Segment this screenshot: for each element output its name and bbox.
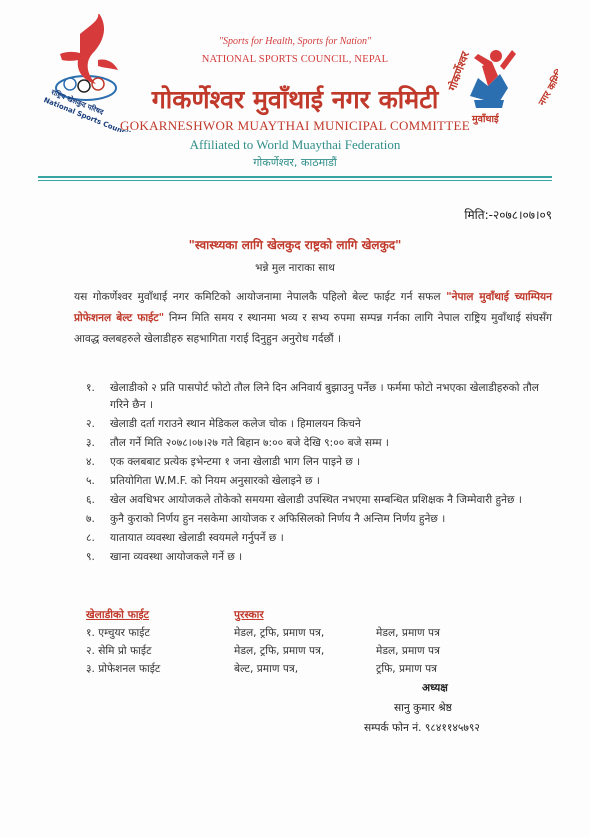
svg-text:नगर कमिटि: नगर कमिटि — [536, 67, 558, 108]
table-row — [86, 642, 556, 660]
winner-prize: मेडल, ट्रफि, प्रमाण पत्र, — [234, 645, 325, 657]
list-item — [86, 492, 556, 509]
document-date: मिति:-२०७८।०७।०९ — [464, 208, 552, 222]
winner-prize: मेडल, ट्रफि, प्रमाण पत्र, — [234, 627, 325, 639]
runner-up-prize: मेडल, प्रमाण पत्र — [376, 627, 440, 639]
signatory-name: सानु कुमार श्रेष्ठ — [394, 702, 452, 714]
svg-text:National Sports Council-Nepal: National Sports — [42, 96, 103, 127]
list-item — [86, 530, 556, 547]
list-item-number: ४. — [86, 456, 95, 468]
list-item-text: खेलाडीको २ प्रति पासपोर्ट फोटो तौल लिने दिन अनिवार्य बुझाउनु पर्नेछ । फर्ममा फोटो नभएका खेलाडीहरुको तौल गरिने छैन । — [110, 382, 539, 411]
list-item-text: खेलाडी दर्ता गराउने स्थान मेडिकल कलेज चोक । हिमालयन किचने — [110, 418, 361, 430]
list-item-text: प्रतियोगिता W.M.F. को नियम अनुसारको खेलाइने छ । — [110, 475, 320, 487]
committee-title-english: GOKARNESHWOR MUAYTHAI MUNICIPAL COMMITTEE — [120, 118, 470, 133]
body-paragraph — [74, 287, 552, 350]
paragraph-intro: यस गोकर्णेश्वर मुवाँथाई नगर कमिटिको आयोजनामा नेपालकै पहिलो बेल्ट फाईट गर्न सफल — [74, 291, 441, 303]
fight-category: १. एम्चुयर फाईट — [86, 627, 150, 639]
list-item-text: खाना व्यवस्था आयोजकले गर्ने छ । — [110, 551, 243, 563]
contact-phone: सम्पर्क फोन नं. ९८४११४५७९२ — [364, 722, 480, 734]
list-item — [86, 435, 556, 452]
table-row — [86, 660, 556, 678]
list-item-text: यातायात व्यवस्था खेलाडी स्वयमले गर्नुपर्ने छ । — [110, 532, 284, 544]
list-item — [86, 416, 556, 433]
runner-up-prize: मेडल, प्रमाण पत्र — [376, 645, 440, 657]
paragraph-request: निम्न मिति समय र स्थानमा भव्य र सभ्य रुपमा सम्पन्न गर्नका लागि नेपाल राष्ट्रिय मुवाँथाई संघसँग आवद्ध क्लबहरुले खेलाडीहरु सहभागिता गराई दिनुहुन अनुरोध गर्दछौं । — [74, 312, 552, 345]
subheading: भन्ने मुल नाराका साथ — [255, 262, 335, 274]
list-item — [86, 454, 556, 471]
list-item-number: ३. — [86, 437, 95, 449]
tagline: "Sports for Health, Sports for Nation" — [218, 36, 372, 47]
table-header-row — [86, 606, 556, 624]
list-item-number: ८. — [86, 532, 95, 544]
fight-prize-table — [86, 606, 556, 678]
fight-column-header: खेलाडीको फाईट — [86, 609, 150, 621]
table-row — [86, 624, 556, 642]
list-item-number: ६. — [86, 494, 95, 506]
council-name: NATIONAL SPORTS COUNCIL, NEPAL — [201, 54, 389, 65]
list-item — [86, 380, 556, 414]
prize-column-header: पुरस्कार — [234, 609, 264, 621]
list-item-number: ५. — [86, 475, 95, 487]
address: गोकर्णेश्वर, काठमाडौं — [253, 156, 337, 169]
list-item-number: २. — [86, 418, 95, 430]
rules-list — [86, 380, 556, 568]
list-item-number: ९. — [86, 551, 95, 563]
list-item — [86, 511, 556, 528]
signatory-role: अध्यक्ष — [422, 682, 448, 694]
winner-prize: बेल्ट, प्रमाण पत्र, — [234, 663, 299, 675]
list-item — [86, 473, 556, 490]
list-item-text: खेल अवधिभर आयोजकले तोकेको समयमा खेलाडी उपस्थित नभएमा सम्बन्धित प्रशिक्षक नै जिम्मेवारी हुनेछ । — [110, 494, 522, 506]
signature-block — [360, 678, 560, 738]
slogan: "स्वास्थ्यका लागि खेलकुद राष्ट्रको लागि खेलकुद" — [188, 238, 402, 252]
fight-category: २. सेमि प्रो फाईट — [86, 645, 152, 657]
header-divider-thin — [38, 180, 552, 181]
list-item-text: एक क्लबबाट प्रत्येक इभेन्टमा १ जना खेलाडी भाग लिन पाइने छ । — [110, 456, 361, 468]
list-item-number: १. — [86, 382, 95, 394]
list-item-text: तौल गर्ने मिति २०७८।०७।२७ गते बिहान ७:०० बजे देखि ९:०० बजे सम्म । — [110, 437, 389, 449]
list-item-text: कुनै कुराको निर्णय हुन नसकेमा आयोजक र अफिसिलको निर्णय नै अन्तिम निर्णय हुनेछ । — [110, 513, 446, 525]
committee-title-nepali: गोकर्णेश्वर मुवाँथाई नगर कमिटी — [151, 85, 439, 114]
fight-category: ३. प्रोफेशनल फाईट — [86, 663, 161, 675]
svg-text:गोकर्णेश्वर: गोकर्णेश्वर — [448, 49, 473, 93]
svg-text:मुवाँथाई: मुवाँथाई — [472, 114, 499, 125]
svg-text:राष्ट्रिय खेलकुद परिषद: राष्ट्रिय खेलकुद परिषद — [49, 88, 105, 117]
runner-up-prize: ट्रफि, प्रमाण पत्र — [376, 663, 437, 675]
header-divider — [38, 176, 552, 178]
event-name: "नेपाल मुवाँथाई च्याम्पियन प्रोफेशनल बेल्ट फाईट" — [74, 291, 552, 324]
list-item — [86, 549, 556, 566]
affiliation: Affiliated to World Muaythai Federation — [189, 137, 401, 152]
list-item-number: ७. — [86, 513, 95, 525]
